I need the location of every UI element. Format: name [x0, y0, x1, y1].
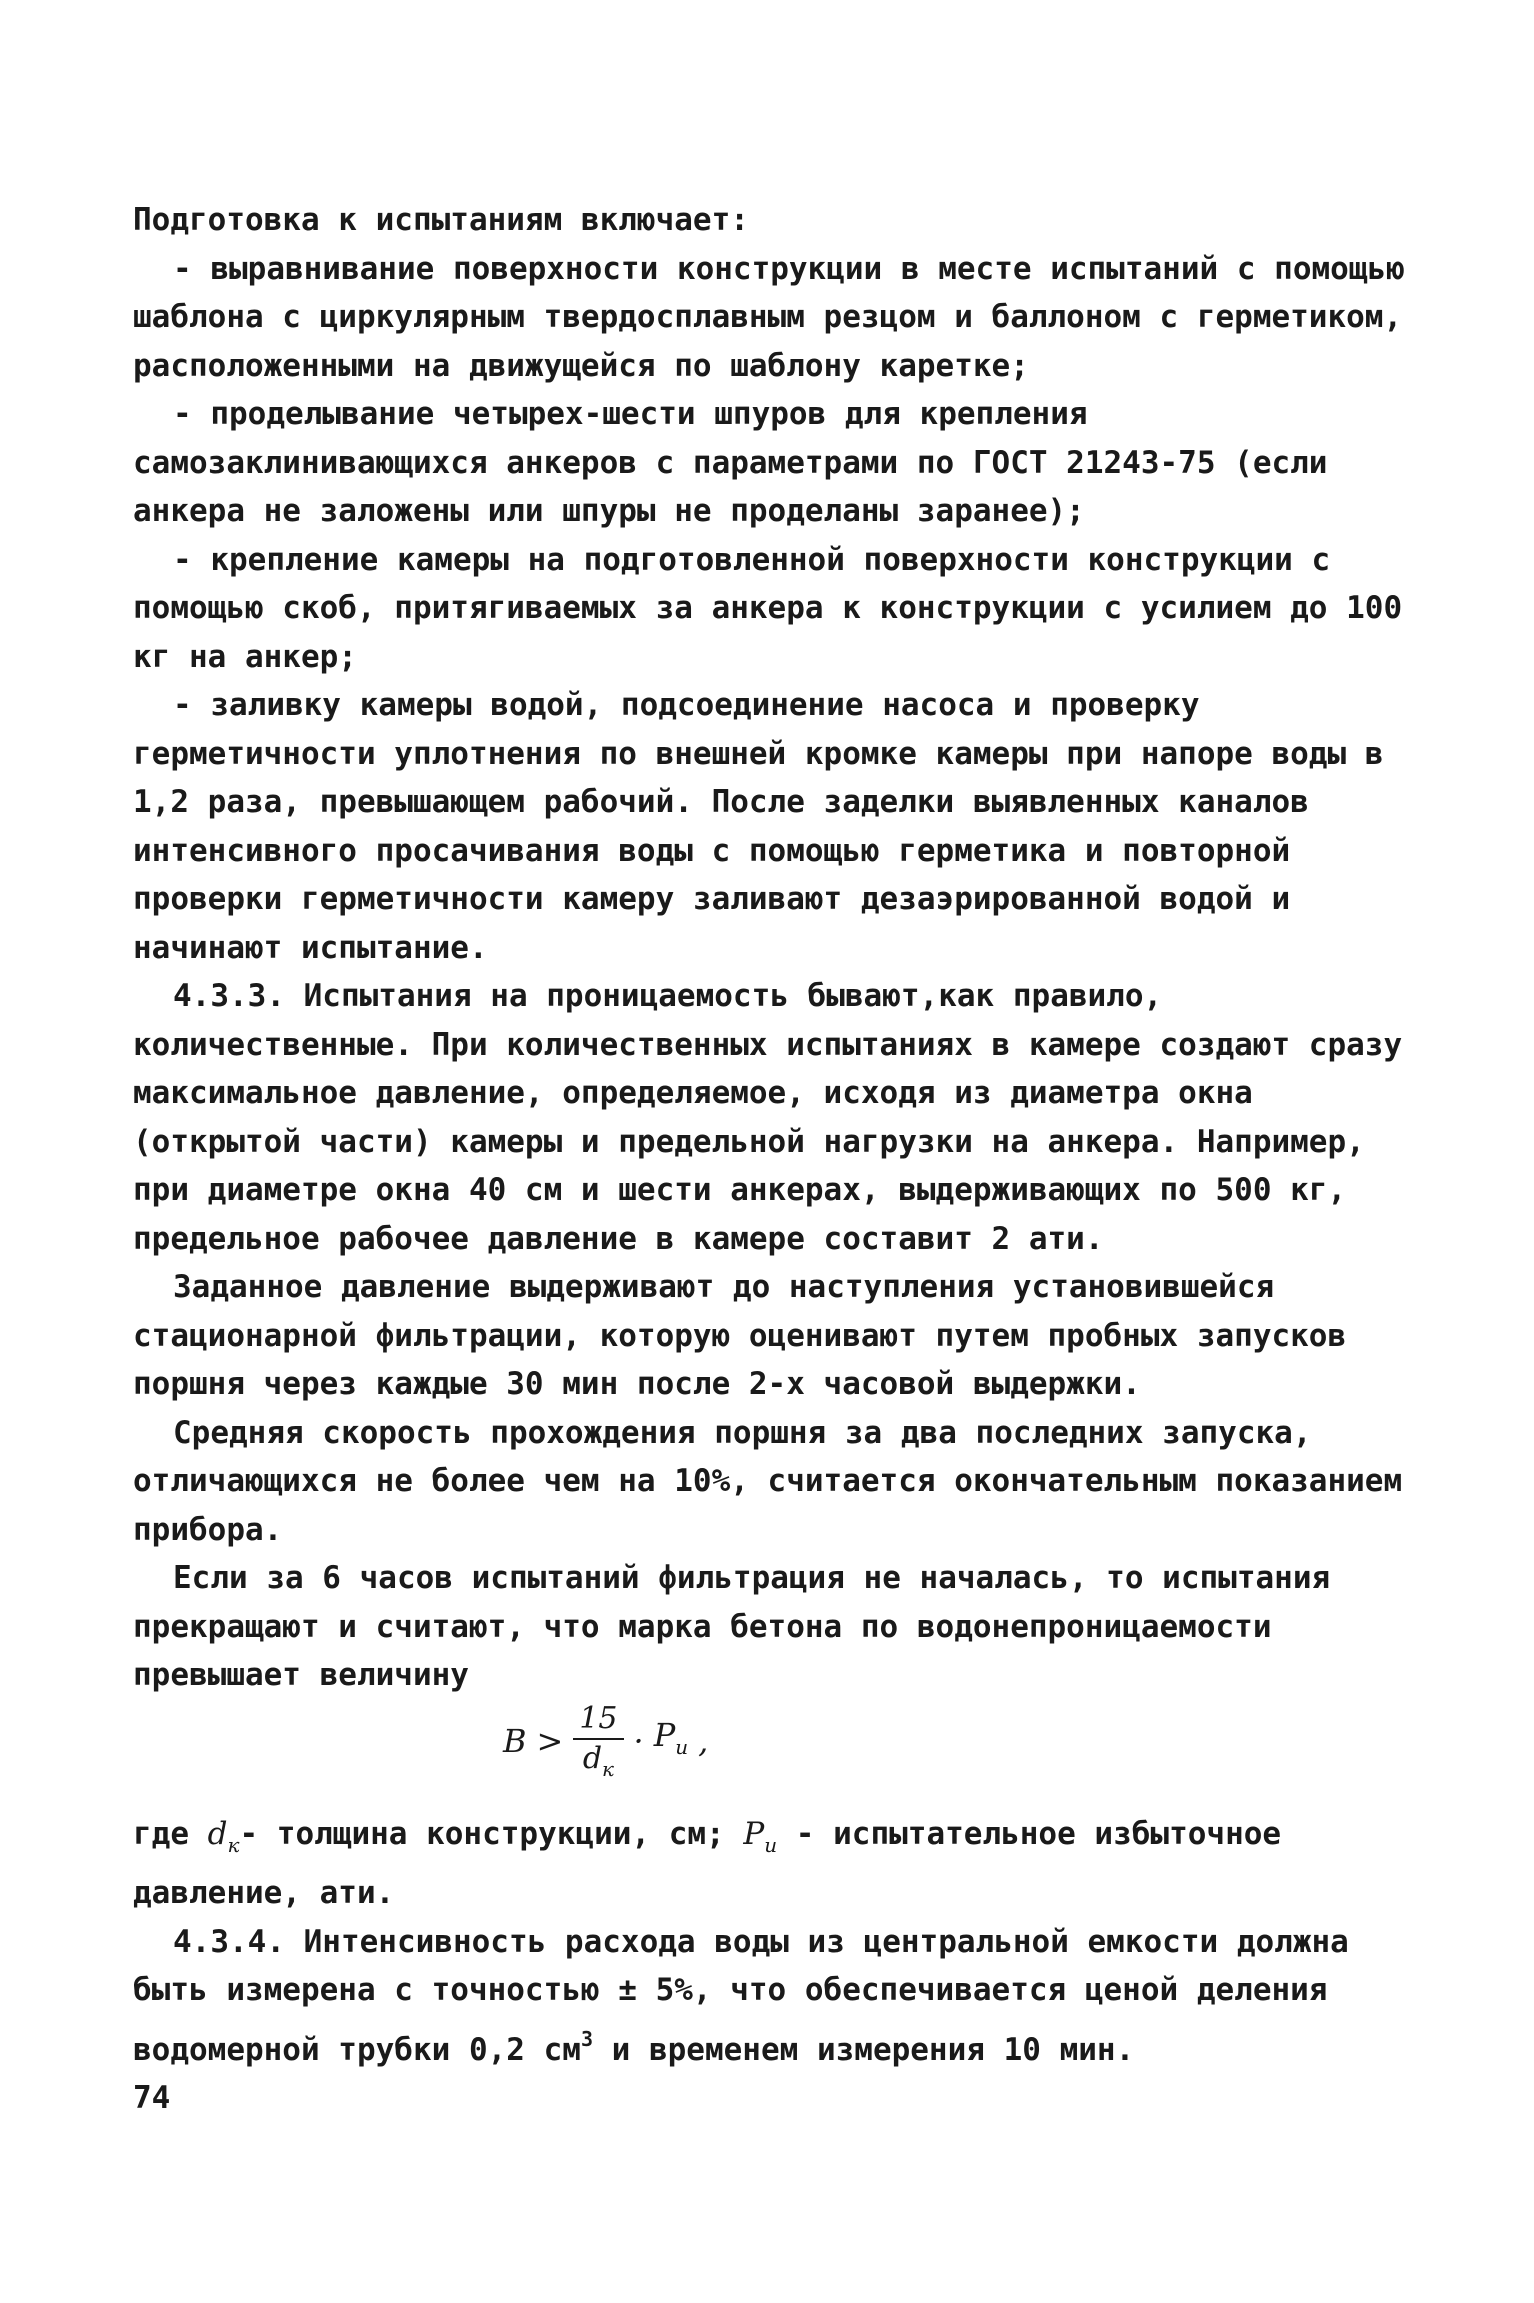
paragraph-pressure: Заданное давление выдерживают до наступления установившейся стационарной фильтрации, которую оценивают путем пробных запусков поршня через каждые 30 мин после 2-х часовой выдержки.: [133, 1269, 1365, 1402]
where-p-sub: и: [764, 1832, 778, 1857]
where-d-sub: к: [227, 1832, 240, 1857]
formula-numerator: 15: [573, 1704, 623, 1740]
where-prefix: где: [133, 1815, 208, 1852]
paragraph-item-drilling: - проделывание четырех-шести шпуров для крепления самозаклинивающихся анкеров с параметрами по ГОСТ 21243-75 (если анкера не заложены или шпуры не проделаны заранее);: [133, 396, 1347, 529]
paragraph-intro: Подготовка к испытаниям включает:: [133, 202, 749, 238]
paragraph-section-4-3-4: [133, 1918, 1423, 2075]
formula: [133, 1700, 1423, 1810]
formula-factor-sub: и: [675, 1734, 689, 1759]
where-p-symbol: [743, 1815, 778, 1857]
where-d-symbol: [207, 1815, 240, 1857]
formula-times: ·: [633, 1721, 644, 1760]
section-4-3-4-tail: и временем измерения 10 мин.: [592, 2031, 1135, 2068]
paragraph-item-filling: - заливку камеры водой, подсоединение насоса и проверку герметичности уплотнения по внешней кромке камеры при напоре воды в 1,2 раза, превышающем рабочий. После заделки выявленных каналов интенсивного просачивания воды с помощью герметика и повторной проверки герметичности камеру заливают дезаэрированной водой и начинают испытание.: [133, 687, 1403, 966]
formula-factor: [654, 1711, 688, 1772]
where-p-base: P: [743, 1815, 765, 1852]
section-4-3-4-superscript: 3: [580, 2026, 593, 2051]
formula-lhs: B: [503, 1721, 527, 1760]
where-p-text: - испытательное избыточное давление, ати.: [133, 1815, 1300, 1911]
paragraph-average-speed: Средняя скорость прохождения поршня за два последних запуска, отличающихся не более чем на 10%, считается окончательным показанием прибора.: [133, 1414, 1421, 1548]
formula-denominator-base: d: [582, 1740, 603, 1776]
formula-fraction: [573, 1700, 623, 1781]
body-text: [133, 196, 1423, 2074]
page-number: 74: [133, 2080, 171, 2116]
formula-denominator-sub: к: [602, 1756, 614, 1781]
paragraph-item-mounting: - крепление камеры на подготовленной поверхности конструкции с помощью скоб, притягиваемых за анкера к конструкции с усилием до 100 кг на анкер;: [133, 541, 1421, 675]
formula-expression: [503, 1700, 709, 1781]
paragraph-item-leveling: - выравнивание поверхности конструкции в месте испытаний с помощью шаблона с циркулярным твердосплавным резцом и баллоном с герметиком, расположенными на движущейся по шаблону каретке;: [133, 250, 1424, 384]
paragraph-where: [133, 1810, 1423, 1918]
formula-denominator: [583, 1740, 614, 1779]
where-d-base: d: [207, 1815, 228, 1852]
formula-factor-base: P: [653, 1715, 676, 1754]
section-4-3-4-text: 4.3.4. Интенсивность расхода воды из центральной емкости должна быть измерена с точностью ± 5%, что обеспечивается ценой деления водомерной трубки 0,2 см: [133, 1923, 1368, 2068]
formula-trail: ,: [698, 1721, 709, 1760]
where-d-text: - толщина конструкции, см;: [239, 1815, 744, 1852]
formula-operator: >: [536, 1721, 564, 1760]
paragraph-stop-condition: Если за 6 часов испытаний фильтрация не началась, то испытания прекращают и считают, что марка бетона по водонепроницаемости превышает величину: [133, 1560, 1349, 1693]
paragraph-section-4-3-3: 4.3.3. Испытания на проницаемость бывают,как правило, количественные. При количественных испытаниях в камере создают сразу максимальное давление, определяемое, исходя из диаметра окна (открытой части) камеры и предельной нагрузки на анкера. Например, при диаметре окна 40 см и шести анкерах, выдерживающих по 500 кг, предельное рабочее давление в камере составит 2 ати.: [133, 978, 1421, 1257]
